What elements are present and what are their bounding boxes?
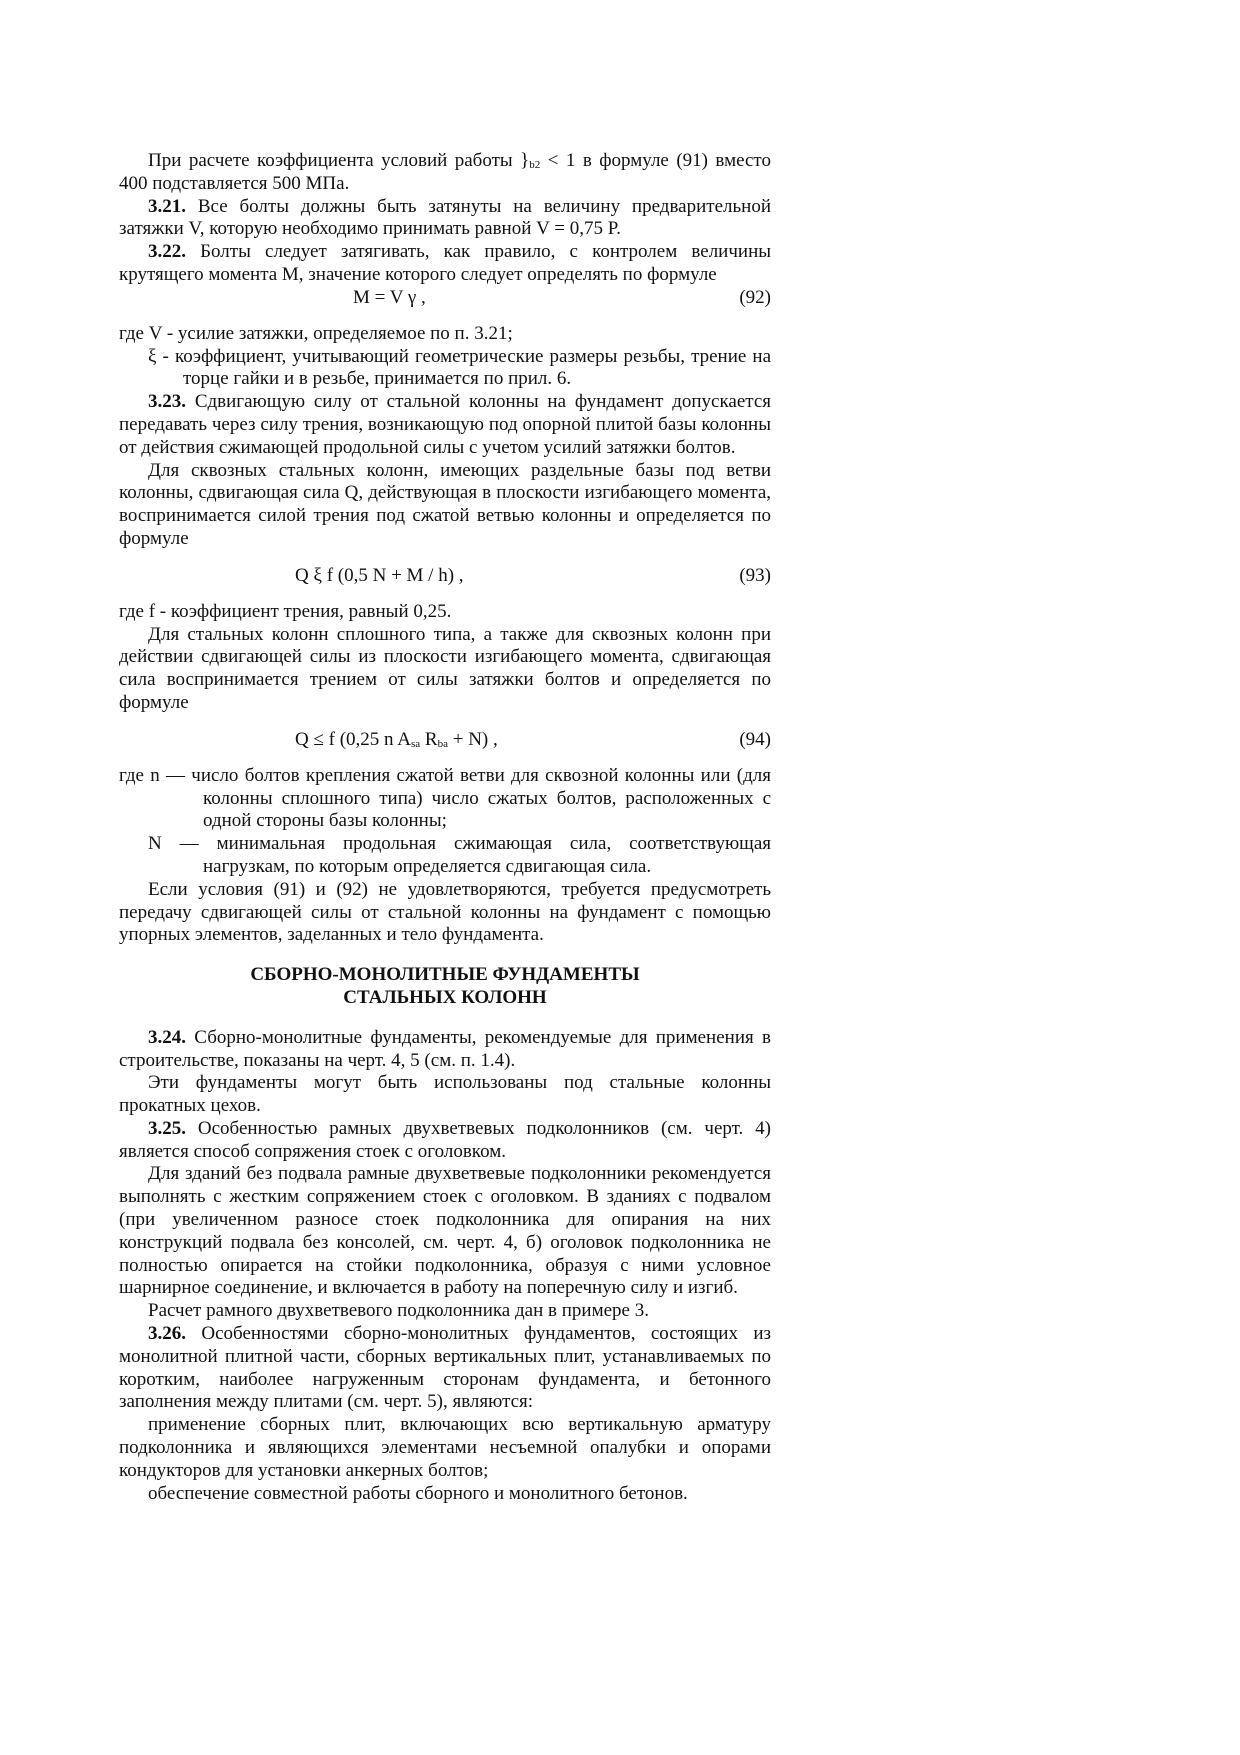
paragraph-b2-coefficient	[119, 150, 771, 196]
section-number: 3.25.	[148, 1117, 186, 1139]
document-page	[119, 150, 771, 1505]
paragraph-rolling-shops: Эти фундаменты могут быть использованы под стальные колонны прокатных цехов.	[119, 1072, 771, 1117]
section-number: 3.22.	[148, 241, 186, 263]
section-text: Сдвигающую силу от стальной колонны на фундамент допускается передавать через силу трения, возникающую под опорной плитой базы колонны от действия сжимающей продольной силы с учетом усилий затяжки болтов.	[119, 391, 771, 458]
text-run: R	[420, 728, 438, 750]
paragraph-solid-columns: Для стальных колонн сплошного типа, а также для сквозных колонн при действии сдвигающей силы из плоскости изгибающего момента, сдвигающая сила воспринимается трением от силы затяжки болтов и определяется по формуле	[119, 623, 771, 713]
section-3-24	[119, 1027, 771, 1073]
xi-definition: ξ - коэффициент, учитывающий геометрические размеры резьбы, трение на торце гайки и в резьбе, принимается по прил. 6.	[148, 345, 771, 390]
text-run: + N) ,	[447, 728, 498, 750]
section-text: Все болты должны быть затянуты на величину предварительной затяжки V, которую необходимо принимать равной V = 0,75 P.	[119, 195, 771, 240]
section-3-23	[119, 391, 771, 459]
equation-formula: Q ξ f (0,5 N + M / h) ,	[295, 564, 464, 586]
where-f-definition: где f - коэффициент трения, равный 0,25.	[119, 600, 452, 622]
section-text: Болты следует затягивать, как правило, с контролем величины крутящего момента M, значение которого следует определять по формуле	[119, 241, 771, 285]
equation-number: (92)	[739, 286, 771, 308]
equation-formula	[295, 729, 498, 752]
subscript: ba	[437, 737, 448, 750]
paragraph-joint-work: обеспечение совместной работы сборного и монолитного бетонов.	[148, 1482, 688, 1504]
section-text: Особенностями сборно-монолитных фундаментов, состоящих из монолитной плитной части, сборных вертикальных плит, устанавливаемых по коротким, наиболее нагруженным сторонам фундамента, и бетонного заполнения между плитами (см. черт. 5), являются:	[119, 1323, 771, 1413]
paragraph-example-3: Расчет рамного двухветвевого подколонника дан в примере 3.	[148, 1300, 649, 1322]
section-text: Особенностью рамных двухветвевых подколонников (см. черт. 4) является способ сопряжения стоек с оголовком.	[119, 1117, 771, 1162]
text-run: При расчете коэффициента условий работы }	[148, 150, 530, 171]
text-run: Q ≤ f (0,25 n A	[295, 728, 411, 750]
section-number: 3.24.	[148, 1026, 186, 1048]
paragraph-if-conditions: Если условия (91) и (92) не удовлетворяются, требуется предусмотреть передачу сдвигающей силы от стальной колонны на фундамент с помощью упорных элементов, заделанных и тело фундамента.	[119, 878, 771, 946]
section-text: Сборно-монолитные фундаменты, рекомендуемые для применения в строительстве, показаны на черт. 4, 5 (см. п. 1.4).	[119, 1026, 771, 1071]
equation-94	[119, 729, 771, 752]
section-3-21	[119, 196, 771, 242]
where-n-definition: где n — число болтов крепления сжатой ветви для сквозной колонны или (для колонны сплошного типа) число сжатых болтов, расположенных с одной стороны базы колонны;	[119, 764, 771, 832]
heading-line: СБОРНО-МОНОЛИТНЫЕ ФУНДАМЕНТЫ	[250, 964, 640, 986]
subscript: sa	[410, 737, 421, 750]
equation-92	[119, 287, 771, 310]
section-heading	[119, 964, 771, 1010]
equation-number: (93)	[739, 564, 771, 586]
equation-93	[119, 565, 771, 588]
section-3-25	[119, 1118, 771, 1164]
section-number: 3.21.	[148, 195, 186, 217]
subscript: b2	[529, 159, 541, 171]
paragraph-buildings-basement: Для зданий без подвала рамные двухветвевые подколонники рекомендуется выполнять с жестким сопряжением стоек с оголовком. В зданиях с подвалом (при увеличенном разносе стоек подколонника для опирания на них конструкций подвала без консолей, см. черт. 4, б) оголовок подколонника не полностью опирается на стойки подколонника, образуя с ними условное шарнирное соединение, и включается в работу на поперечную силу и изгиб.	[119, 1163, 771, 1299]
heading-line: СТАЛЬНЫХ КОЛОНН	[343, 986, 547, 1008]
n-force-definition: N — минимальная продольная сжимающая сила, соответствующая нагрузкам, по которым определяется сдвигающая сила.	[148, 833, 771, 877]
section-3-22	[119, 241, 771, 287]
section-number: 3.26.	[148, 1323, 186, 1345]
equation-formula: M = V γ ,	[353, 286, 426, 308]
paragraph-precast-plates: применение сборных плит, включающих всю вертикальную арматуру подколонника и являющихся элементами несъемной опалубки и опорами кондукторов для установки анкерных болтов;	[119, 1414, 771, 1481]
section-3-26	[119, 1323, 771, 1414]
paragraph-lattice-columns: Для сквозных стальных колонн, имеющих раздельные базы под ветви колонны, сдвигающая сила Q, действующая в плоскости изгибающего момента, воспринимается силой трения под сжатой ветвью колонны и определяется по формуле	[119, 459, 771, 549]
text-run: < 1 в формуле (91) вместо 400 подставляется 500 МПа.	[119, 150, 771, 194]
where-v-definition: где V - усилие затяжки, определяемое по п. 3.21;	[119, 322, 513, 344]
equation-number: (94)	[739, 728, 771, 750]
section-number: 3.23.	[148, 391, 186, 413]
